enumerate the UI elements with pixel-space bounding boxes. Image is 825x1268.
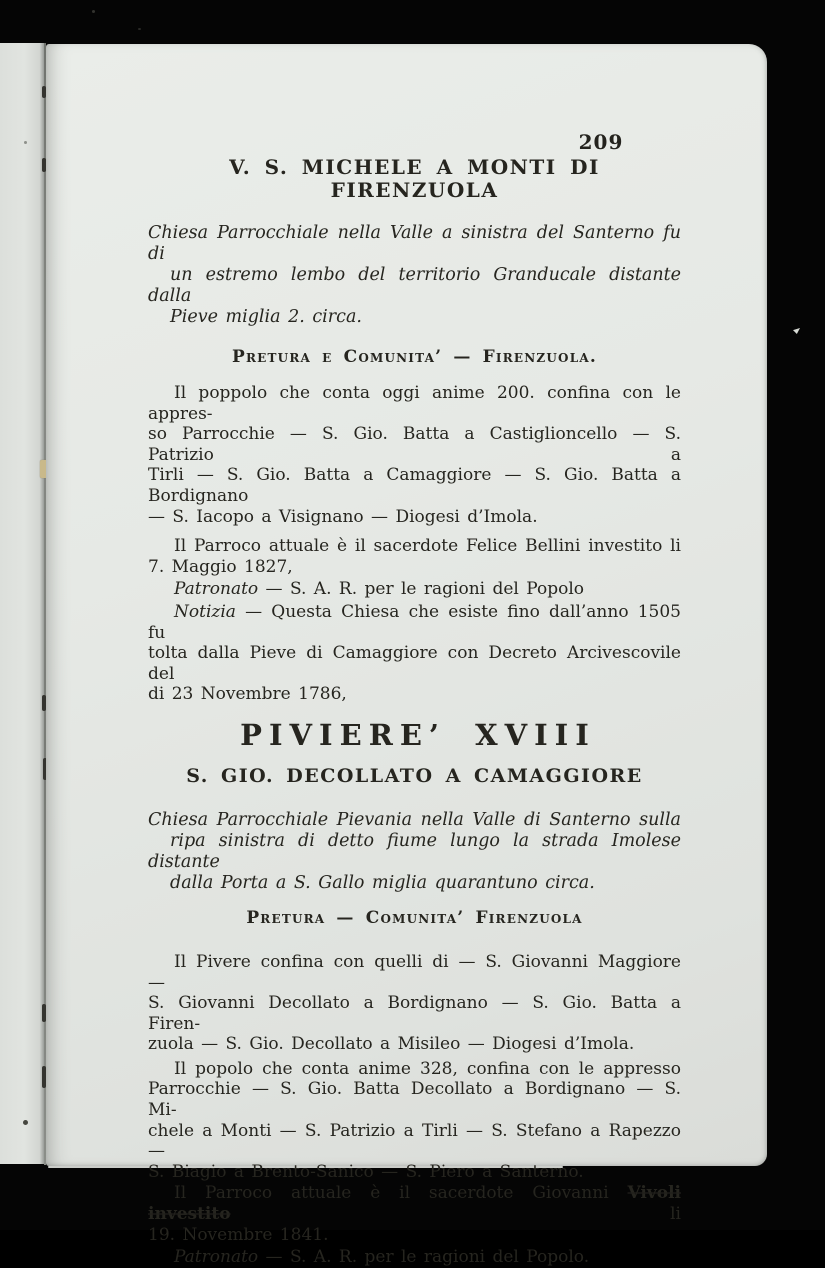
patronato-label: Patronato [174, 1247, 259, 1268]
text-line [148, 1247, 681, 1268]
previous-page-edge [0, 43, 44, 1164]
text-line: un estremo lembo del territorio Granducale distante dalla [148, 265, 681, 306]
overstruck-text: Vivoli investito [148, 1183, 681, 1225]
notizia-label: Notizia [174, 601, 236, 622]
text-line: Il popolo che conta anime 328, confina con le appresso [174, 1058, 681, 1079]
section-1-jurisdiction-heading: Pretura e Comunita’ — Firenzuola. [232, 347, 597, 367]
ink-dot [23, 1120, 28, 1125]
text-line: dalla Porta a S. Gallo miglia quarantuno circa. [170, 872, 595, 893]
parroco-text: Il Parroco attuale è il sacerdote Giovanni [174, 1183, 628, 1204]
dust-speck [793, 328, 800, 334]
section-2-jurisdiction-heading: Pretura — Comunita’ Firenzuola [246, 907, 583, 928]
text-line: 7. Maggio 1827, [148, 556, 293, 577]
text-line: — S. Iacopo a Visignano — Diogesi d’Imola. [148, 506, 538, 527]
ink-dot [24, 141, 27, 144]
text-line: Parrocchie — S. Gio. Batta Decollato a Bordignano — S. Mi- [148, 1079, 681, 1121]
section-1-paragraph-population [148, 383, 681, 527]
text-line: S. Biagio a Brento-Sanico — S. Piero a Santerno. [148, 1161, 584, 1182]
page-text [148, 156, 681, 1268]
text-line: Il Parroco attuale è il sacerdote Felice Bellini investito li [174, 536, 681, 557]
dust-speck [138, 28, 141, 30]
section-1-paragraph-parroco [148, 536, 681, 577]
section-2-paragraph-parroco [148, 1183, 681, 1245]
text-line: Chiesa Parrocchiale nella Valle a sinistra del Santerno fu di [148, 223, 681, 264]
section-2-patronato-line [148, 1247, 681, 1268]
section-2-paragraph-piviere-confini [148, 952, 681, 1055]
dust-speck [92, 10, 95, 13]
text-line: ripa sinistra di detto fiume lungo la strada Imolese distante [148, 830, 681, 872]
text-line [148, 1183, 681, 1224]
text-line: Il Pivere confina con quelli di — S. Giovanni Maggiore — [148, 951, 681, 993]
patronato-label: Patronato [174, 579, 259, 600]
page-number: 209 [578, 130, 624, 154]
patronato-text: — S. A. R. per le ragioni del Popolo [258, 579, 585, 600]
section-1-intro-paragraph [148, 223, 681, 328]
section-1-notizia-paragraph [148, 602, 681, 705]
text-line: tolta dalla Pieve di Camaggiore con Decreto Arcivescovile del [148, 643, 681, 684]
text-line: Pieve miglia 2. circa. [170, 307, 362, 327]
section-1-patronato-line [148, 579, 681, 600]
text-line: so Parrocchie — S. Gio. Batta a Castiglioncello — S. Patrizio a [148, 424, 681, 465]
text-line: zuola — S. Gio. Decollato a Misileo — Diogesi d’Imola. [148, 1034, 635, 1055]
parroco-text-end: li [230, 1204, 681, 1225]
text-line: S. Giovanni Decollato a Bordignano — S. Gio. Batta a Firen- [148, 993, 681, 1034]
text-line: Il poppolo che conta oggi anime 200. confina con le appres- [148, 383, 681, 424]
text-line: Chiesa Parrocchiale Pievania nella Valle di Santerno sulla [148, 809, 681, 830]
text-line: di 23 Novembre 1786, [148, 684, 347, 705]
section-2-paragraph-population [148, 1059, 681, 1183]
text-line [148, 602, 681, 643]
section-2-intro-paragraph [148, 810, 681, 894]
text-line: Tirli — S. Gio. Batta a Camaggiore — S. Gio. Batta a Bordignano [148, 465, 681, 506]
text-line: 19. Novembre 1841. [148, 1224, 329, 1245]
patronato-text: — S. A. R. per le ragioni del Popolo. [258, 1247, 590, 1268]
piviere-heading: PIVIERE’ XVIII [240, 717, 596, 752]
section-1-title: V. S. MICHELE A MONTI DI FIRENZUOLA [229, 155, 600, 202]
section-2-title: S. GIO. DECOLLATO A CAMAGGIORE [186, 764, 643, 787]
text-line [148, 579, 681, 600]
notizia-text: — Questa Chiesa che esiste fino dall’anno 1505 fu [148, 601, 681, 643]
text-line: chele a Monti — S. Patrizio a Tirli — S. Stefano a Rapezzo — [148, 1120, 681, 1162]
